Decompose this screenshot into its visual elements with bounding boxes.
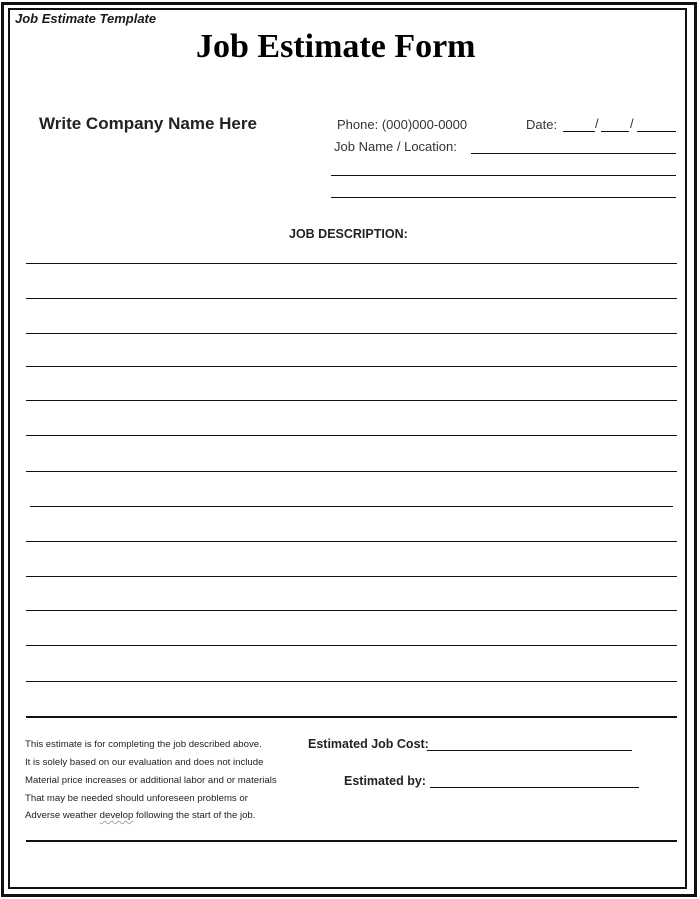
disclaimer-line: Material price increases or additional labor and or materials <box>25 775 277 786</box>
disclaimer-spellcheck-word: develop <box>99 810 134 821</box>
date-separator: / <box>595 116 599 131</box>
estimated-cost-label: Estimated Job Cost: <box>308 737 429 751</box>
description-line[interactable] <box>26 263 677 264</box>
job-name-label: Job Name / Location: <box>334 139 457 154</box>
disclaimer-line: It is solely based on our evaluation and does not include <box>25 757 264 768</box>
description-line[interactable] <box>26 366 677 367</box>
date-separator: / <box>630 116 634 131</box>
description-line[interactable] <box>26 333 677 334</box>
disclaimer-line-last <box>25 810 255 821</box>
phone-field <box>337 117 467 132</box>
estimated-by-label: Estimated by: <box>344 774 426 788</box>
description-line[interactable] <box>26 681 677 682</box>
job-name-line[interactable] <box>471 153 676 154</box>
date-day-line[interactable] <box>601 131 629 132</box>
template-label: Job Estimate Template <box>15 11 157 26</box>
description-bottom-rule <box>26 716 677 718</box>
company-name: Write Company Name Here <box>39 114 257 133</box>
description-line[interactable] <box>26 541 677 542</box>
estimated-cost-line[interactable] <box>427 750 632 751</box>
phone-label: Phone: <box>337 117 379 132</box>
description-line[interactable] <box>26 298 677 299</box>
disclaimer-line: That may be needed should unforeseen problems or <box>25 793 248 804</box>
form-title: Job Estimate Form <box>196 28 476 65</box>
date-month-line[interactable] <box>563 131 595 132</box>
description-line[interactable] <box>26 471 677 472</box>
description-line[interactable] <box>30 506 673 507</box>
disclaimer-text: Adverse weather <box>25 810 97 821</box>
description-line[interactable] <box>26 400 677 401</box>
estimated-by-line[interactable] <box>430 787 639 788</box>
phone-value: (000)000-0000 <box>381 117 468 132</box>
date-year-line[interactable] <box>637 131 676 132</box>
job-location-line[interactable] <box>331 175 676 176</box>
job-description-label: JOB DESCRIPTION: <box>289 227 408 241</box>
footer-rule <box>26 840 677 842</box>
description-line[interactable] <box>26 576 677 577</box>
job-location-line[interactable] <box>331 197 676 198</box>
date-label: Date: <box>526 117 558 132</box>
description-line[interactable] <box>26 610 677 611</box>
disclaimer-line: This estimate is for completing the job described above. <box>25 739 262 750</box>
description-line[interactable] <box>26 435 677 436</box>
disclaimer-text: following the start of the job. <box>135 810 256 821</box>
description-line[interactable] <box>26 645 677 646</box>
